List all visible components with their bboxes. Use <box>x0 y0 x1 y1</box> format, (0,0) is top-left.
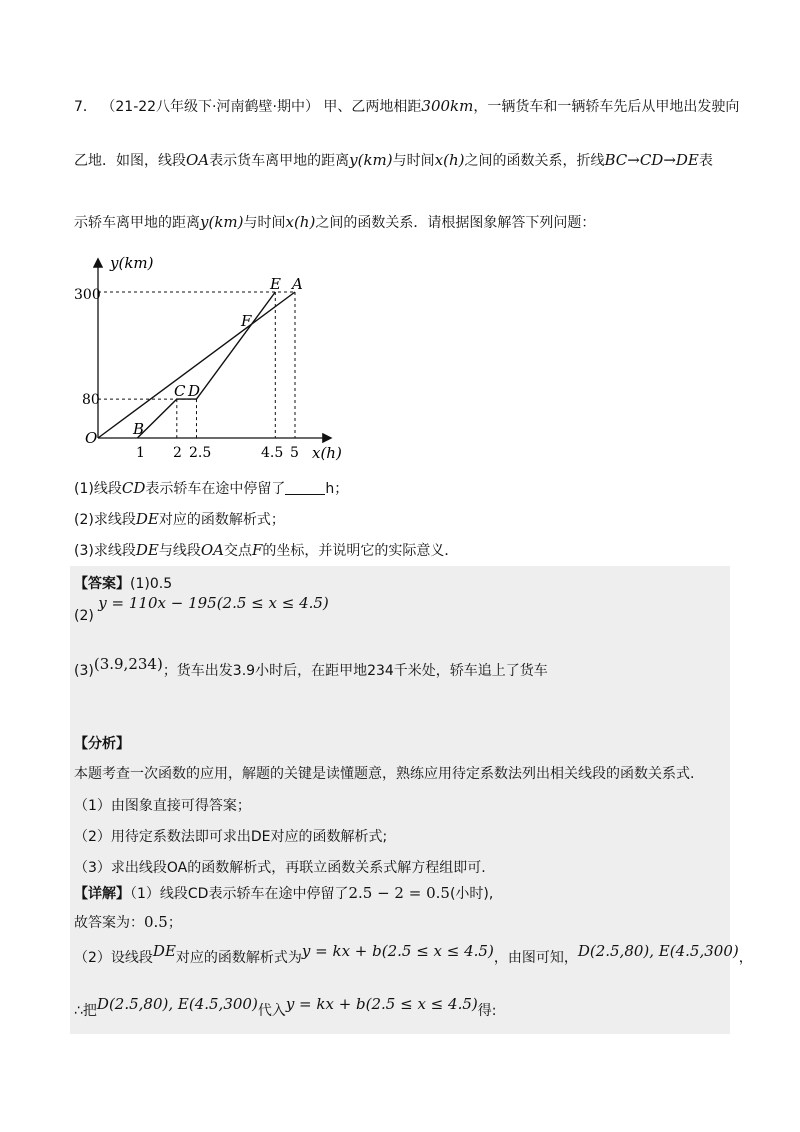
detail-text: ； <box>167 915 182 931</box>
x-tick-4-5: 4.5 <box>261 445 284 461</box>
question-text: 示轿车离甲地的距离 <box>74 215 200 231</box>
part-text: (2)求线段 <box>74 512 136 528</box>
analysis-text: 本题考查一次函数的应用，解题的关键是读懂题意，熟练应用待定系数法列出相关线段的函数关系式. <box>74 766 695 782</box>
y-axis-label: y(km) <box>110 254 154 272</box>
detail-text: 故答案为： <box>74 915 144 931</box>
part-text: (1)线段 <box>74 481 122 497</box>
analysis-label <box>74 733 130 753</box>
question-line-3 <box>74 212 595 232</box>
answer-3-coord: (3.9,234) <box>93 655 163 673</box>
detail-expr: y = kx + b(2.5 ≤ x ≤ 4.5) <box>285 995 478 1013</box>
detail-text: ， <box>738 950 753 966</box>
part-text: 的坐标，并说明它的实际意义． <box>262 543 459 559</box>
analysis-line-3 <box>74 826 387 846</box>
part-text: 对应的函数解析式； <box>158 512 285 528</box>
x-tick-5: 5 <box>290 445 299 461</box>
point-label-b: B <box>133 420 145 438</box>
detail-expr: y = kx + b(2.5 ≤ x ≤ 4.5) <box>301 942 494 960</box>
detail-expr: D(2.5,80), E(4.5,300) <box>577 942 739 960</box>
answer-label: 【答案】 <box>74 576 130 592</box>
detail-text: (小时), <box>449 886 494 902</box>
detail-line-2 <box>74 912 182 932</box>
question-text: 表示货车离甲地的距离 <box>209 153 350 169</box>
detail-line-3 <box>74 942 753 967</box>
segment-de: DE <box>135 541 159 559</box>
segment-cd: CD <box>121 479 146 497</box>
analysis-text: （3）求出线段OA的函数解析式，再联立函数关系式解方程组即可. <box>74 860 486 876</box>
segment-de: DE <box>135 510 159 528</box>
point-label-f: F <box>241 312 252 330</box>
detail-text: ，由图可知， <box>493 950 578 966</box>
x-tick-1: 1 <box>136 445 145 461</box>
detail-label: 【详解】 <box>74 886 130 902</box>
series-oa <box>98 292 295 438</box>
part-text: 表示轿车在途中停留了 <box>145 481 286 497</box>
question-text: 甲、乙两地相距 <box>323 99 422 115</box>
question-line-1 <box>74 96 739 116</box>
answer-2-expr: y = 110x − 195(2.5 ≤ x ≤ 4.5) <box>98 594 329 612</box>
question-text: 之间的函数关系．请根据图象解答下列问题： <box>315 215 596 231</box>
segment-oa: OA <box>200 541 224 559</box>
detail-expr: 0.5 <box>144 913 168 931</box>
answer-1: (1)0.5 <box>130 576 173 592</box>
y-km: y(km) <box>200 213 244 231</box>
point-label-a: A <box>292 275 303 293</box>
analysis-label-text: 【分析】 <box>74 736 130 752</box>
answer-3-text: ；货车出发3.9小时后，在距甲地234千米处，轿车追上了货车 <box>162 663 548 679</box>
detail-text: 代入 <box>257 1003 286 1019</box>
part-text: 与线段 <box>158 543 201 559</box>
answer-blank <box>285 480 325 495</box>
analysis-text: （1）由图象直接可得答案； <box>74 798 251 814</box>
part-text: h； <box>325 481 349 497</box>
point-label-c: C <box>174 382 186 400</box>
x-axis-label: x(h) <box>312 444 342 462</box>
part-2 <box>74 509 285 529</box>
detail-text: 得: <box>477 1003 497 1019</box>
y-tick-300: 300 <box>74 287 101 303</box>
part-text: (3)求线段 <box>74 543 136 559</box>
detail-text: （1）线段CD表示轿车在途中停留了 <box>130 886 349 902</box>
polyline-bcde: BC→CD→DE <box>604 151 699 169</box>
point-label-e: E <box>270 275 281 293</box>
distance-value: 300km <box>421 97 474 115</box>
graph-lines <box>98 292 295 438</box>
question-text: 乙地．如图，线段 <box>74 153 186 169</box>
question-source: （21-22八年级下·河南鹤壁·期中） <box>101 99 319 115</box>
question-text: ，一辆货车和一辆轿车先后从甲地出发驶向 <box>473 99 740 115</box>
detail-text: （2）设线段 <box>74 950 153 966</box>
analysis-line-2 <box>74 795 251 815</box>
answer-2-num: (2) <box>74 608 94 624</box>
y-km: y(km) <box>349 151 393 169</box>
analysis-line-1 <box>74 763 694 783</box>
series-bcde <box>137 292 275 438</box>
answer-line-1 <box>74 573 172 593</box>
graph-svg <box>74 252 360 467</box>
x-h: x(h) <box>285 213 316 231</box>
part-3 <box>74 540 458 560</box>
x-h: x(h) <box>434 151 465 169</box>
point-f: F <box>251 541 263 559</box>
detail-line-1 <box>74 883 493 903</box>
function-graph <box>74 252 360 471</box>
detail-line-4 <box>74 995 497 1020</box>
x-tick-2: 2 <box>173 445 182 461</box>
segment-de: DE <box>152 942 176 960</box>
question-line-2 <box>74 150 713 170</box>
detail-expr: 2.5 − 2 = 0.5 <box>348 884 450 902</box>
question-text: 表 <box>698 153 713 169</box>
segment-oa: OA <box>186 151 210 169</box>
point-label-d: D <box>188 382 201 400</box>
question-text: 之间的函数关系，折线 <box>464 153 605 169</box>
part-text: 交点 <box>223 543 252 559</box>
question-text: 与时间 <box>392 153 435 169</box>
y-tick-80: 80 <box>82 392 100 408</box>
origin-label: O <box>85 429 98 447</box>
question-text: 与时间 <box>243 215 286 231</box>
part-1 <box>74 478 348 498</box>
answer-3-num: (3) <box>74 663 94 679</box>
answer-line-2 <box>74 594 329 624</box>
detail-expr: D(2.5,80), E(4.5,300) <box>96 995 258 1013</box>
answer-line-3 <box>74 655 548 680</box>
question-number: 7． <box>74 99 97 115</box>
analysis-text: （2）用待定系数法即可求出DE对应的函数解析式; <box>74 829 388 845</box>
x-tick-2-5: 2.5 <box>189 445 212 461</box>
analysis-line-4 <box>74 857 486 877</box>
detail-text: 对应的函数解析式为 <box>175 950 302 966</box>
detail-text: ∴把 <box>74 1003 97 1019</box>
